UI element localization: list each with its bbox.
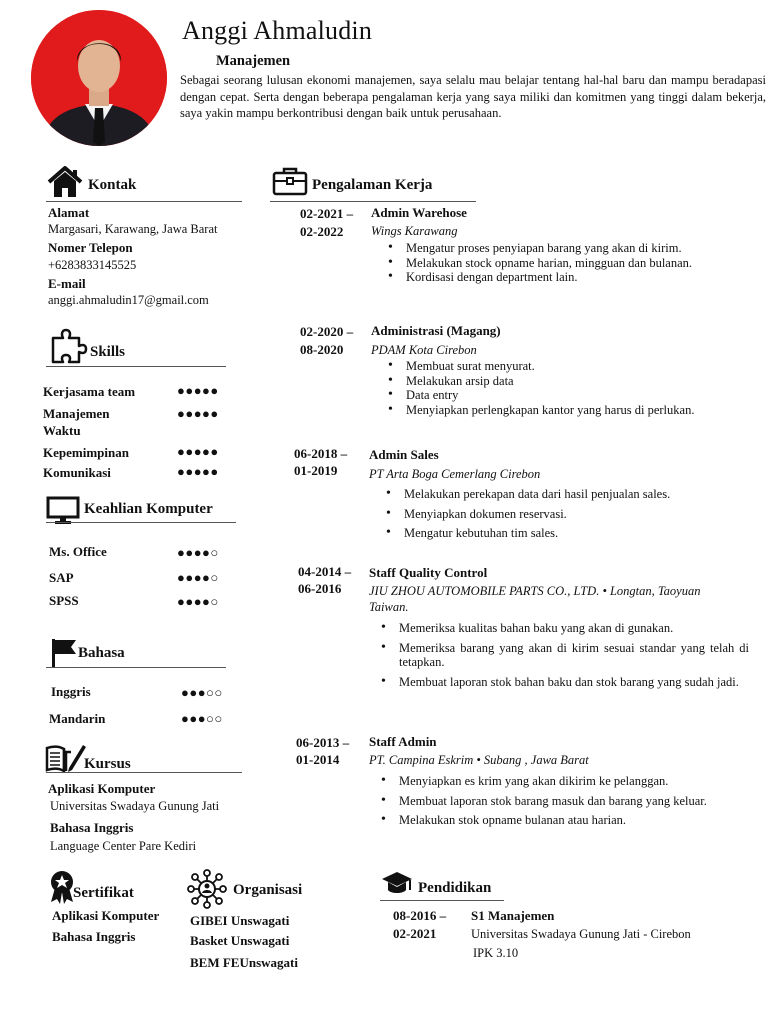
monitor-icon [46, 496, 80, 524]
contact-divider [46, 201, 242, 202]
language-rating: ●●●○○ [181, 685, 223, 700]
job-date-end: 02-2022 [300, 224, 344, 239]
education-degree: S1 Manajemen [471, 908, 555, 923]
certificate-item: Bahasa Inggris [52, 929, 136, 944]
computer-divider [46, 522, 236, 523]
job-duty-item: • Memeriksa kualitas bahan baku yang akan di gunakan. [377, 621, 749, 636]
candidate-role: Manajemen [216, 53, 291, 69]
computer-skill-label: SPSS [49, 593, 79, 608]
job-duty-item: • Menyiapkan perlengkapan kantor yang harus di perlukan. [384, 403, 749, 418]
education-date-end: 02-2021 [393, 926, 437, 941]
job-date-end: 08-2020 [300, 342, 344, 357]
job-duty-item: • Membuat laporan stok bahan baku dan stok barang yang sudah jadi. [377, 675, 749, 690]
job-title: Staff Admin [369, 734, 437, 749]
education-heading: Pendidikan [418, 880, 492, 896]
job-duty-item: • Mengatur proses penyiapan barang yang akan di kirim. [384, 241, 749, 256]
skill-label-line2: Waktu [43, 423, 81, 438]
skills-heading: Skills [90, 344, 126, 360]
computer-skill-rating: ●●●●○ [177, 545, 219, 560]
skills-divider [46, 366, 226, 367]
job-duty-item: • Memeriksa barang yang akan di kirim sesuai standar yang telah di tetapkan. [377, 641, 749, 670]
email-label: E-mail [48, 276, 86, 291]
job-duty-item: • Menyiapkan dokumen reservasi. [382, 507, 749, 522]
job-date-start: 06-2018 – [294, 446, 348, 461]
job-duty-item: • Mengatur kebutuhan tim sales. [382, 526, 749, 541]
computer-skills-heading: Keahlian Komputer [84, 501, 213, 517]
computer-skill-rating: ●●●●○ [177, 570, 219, 585]
computer-skill-rating: ●●●●○ [177, 594, 219, 609]
language-rating: ●●●○○ [181, 711, 223, 726]
job-duties [382, 487, 749, 541]
courses-heading: Kursus [84, 756, 131, 772]
job-duties [384, 241, 749, 285]
job-duty-item: • Membuat surat menyurat. [384, 359, 749, 374]
language-heading: Bahasa [78, 645, 125, 661]
course-title: Aplikasi Komputer [48, 781, 156, 796]
contact-heading: Kontak [88, 177, 137, 193]
skill-rating: ●●●●● [177, 383, 219, 398]
courses-divider [46, 772, 242, 773]
skill-label: Komunikasi [43, 465, 111, 480]
job-company: Wings Karawang [371, 224, 458, 238]
job-duties [384, 359, 749, 417]
candidate-name: Anggi Ahmaludin [182, 16, 373, 45]
organization-item: GIBEI Unswagati [190, 913, 290, 928]
job-duty-item: • Melakukan stok opname bulanan atau harian. [377, 813, 749, 828]
education-school: Universitas Swadaya Gunung Jati - Cirebon [471, 927, 691, 941]
organization-item: BEM FEUnswagati [190, 955, 298, 970]
job-date-end: 01-2019 [294, 463, 338, 478]
job-date-end: 01-2014 [296, 752, 340, 767]
award-ribbon-icon [48, 870, 76, 904]
job-date-start: 02-2020 – [300, 324, 354, 339]
address-value: Margasari, Karawang, Jawa Barat [48, 222, 218, 236]
job-title: Admin Warehose [371, 205, 467, 220]
job-company: JIU ZHOU AUTOMOBILE PARTS CO., LTD. • Longtan, Taoyuan Taiwan. [369, 584, 701, 614]
job-company: PDAM Kota Cirebon [371, 343, 477, 357]
job-duty-item: • Melakukan perekapan data dari hasil penjualan sales. [382, 487, 749, 502]
job-date-start: 04-2014 – [298, 564, 352, 579]
experience-divider [270, 201, 476, 202]
briefcase-icon [272, 166, 308, 196]
phone-value: +6283833145525 [48, 258, 137, 272]
home-icon [46, 166, 84, 198]
job-duty-item: • Kordisasi dengan department lain. [384, 270, 749, 285]
course-place: Universitas Swadaya Gunung Jati [50, 799, 220, 813]
skill-label: Manajemen [43, 406, 110, 421]
profile-summary: Sebagai seorang lulusan ekonomi manajemen, saya selalu mau belajar tentang hal-hal baru dan mampu beradapasi dengan cepat. Serta dengan beberapa pengalaman kerja yang saya miliki dan komitmen yang tinggi dalam bekerja, saya yakin mampu berkontribusi dengan baik untuk perusahaan. [180, 73, 766, 120]
job-title: Staff Quality Control [369, 565, 488, 580]
language-label: Inggris [51, 684, 91, 699]
email-value[interactable]: anggi.ahmaludin17@gmail.com [48, 293, 209, 307]
language-label: Mandarin [49, 711, 106, 726]
organizations-heading: Organisasi [233, 882, 303, 898]
job-title: Admin Sales [369, 447, 439, 462]
profile-photo [31, 10, 167, 146]
job-date-start: 06-2013 – [296, 735, 350, 750]
phone-label: Nomer Telepon [48, 240, 133, 255]
job-duty-item: • Melakukan stock opname harian, mingguan dan bulanan. [384, 256, 749, 271]
skill-label: Kepemimpinan [43, 445, 129, 460]
job-duty-item: • Melakukan arsip data [384, 374, 749, 389]
education-date-start: 08-2016 – [393, 908, 447, 923]
flag-icon [50, 638, 78, 668]
experience-heading: Pengalaman Kerja [312, 177, 433, 193]
skill-rating: ●●●●● [177, 464, 219, 479]
course-title: Bahasa Inggris [50, 820, 134, 835]
certificates-heading: Sertifikat [73, 885, 134, 901]
job-company: PT. Campina Eskrim • Subang , Jawa Barat [369, 753, 589, 767]
address-label: Alamat [48, 205, 90, 220]
job-duty-item: • Data entry [384, 388, 749, 403]
certificate-item: Aplikasi Komputer [52, 908, 160, 923]
puzzle-icon [50, 328, 88, 364]
job-title: Administrasi (Magang) [371, 323, 501, 338]
job-date-end: 06-2016 [298, 581, 342, 596]
team-network-icon [187, 869, 227, 909]
skill-rating: ●●●●● [177, 406, 219, 421]
language-divider [46, 667, 226, 668]
graduation-cap-icon [381, 870, 413, 896]
computer-skill-label: Ms. Office [49, 544, 107, 559]
computer-skill-label: SAP [49, 570, 74, 585]
course-place: Language Center Pare Kediri [50, 839, 197, 853]
job-duties [377, 621, 749, 689]
skill-rating: ●●●●● [177, 444, 219, 459]
organization-item: Basket Unswagati [190, 933, 290, 948]
job-duty-item: • Membuat laporan stok barang masuk dan barang yang keluar. [377, 794, 749, 809]
education-gpa: IPK 3.10 [473, 946, 519, 960]
person-portrait-icon [31, 10, 167, 146]
job-duty-item: • Menyiapkan es krim yang akan dikirim ke pelanggan. [377, 774, 749, 789]
job-date-start: 02-2021 – [300, 206, 354, 221]
job-company: PT Arta Boga Cemerlang Cirebon [369, 467, 541, 481]
job-duties [377, 774, 749, 828]
open-book-pen-icon [45, 742, 87, 774]
education-divider [380, 900, 504, 901]
skill-label: Kerjasama team [43, 384, 136, 399]
